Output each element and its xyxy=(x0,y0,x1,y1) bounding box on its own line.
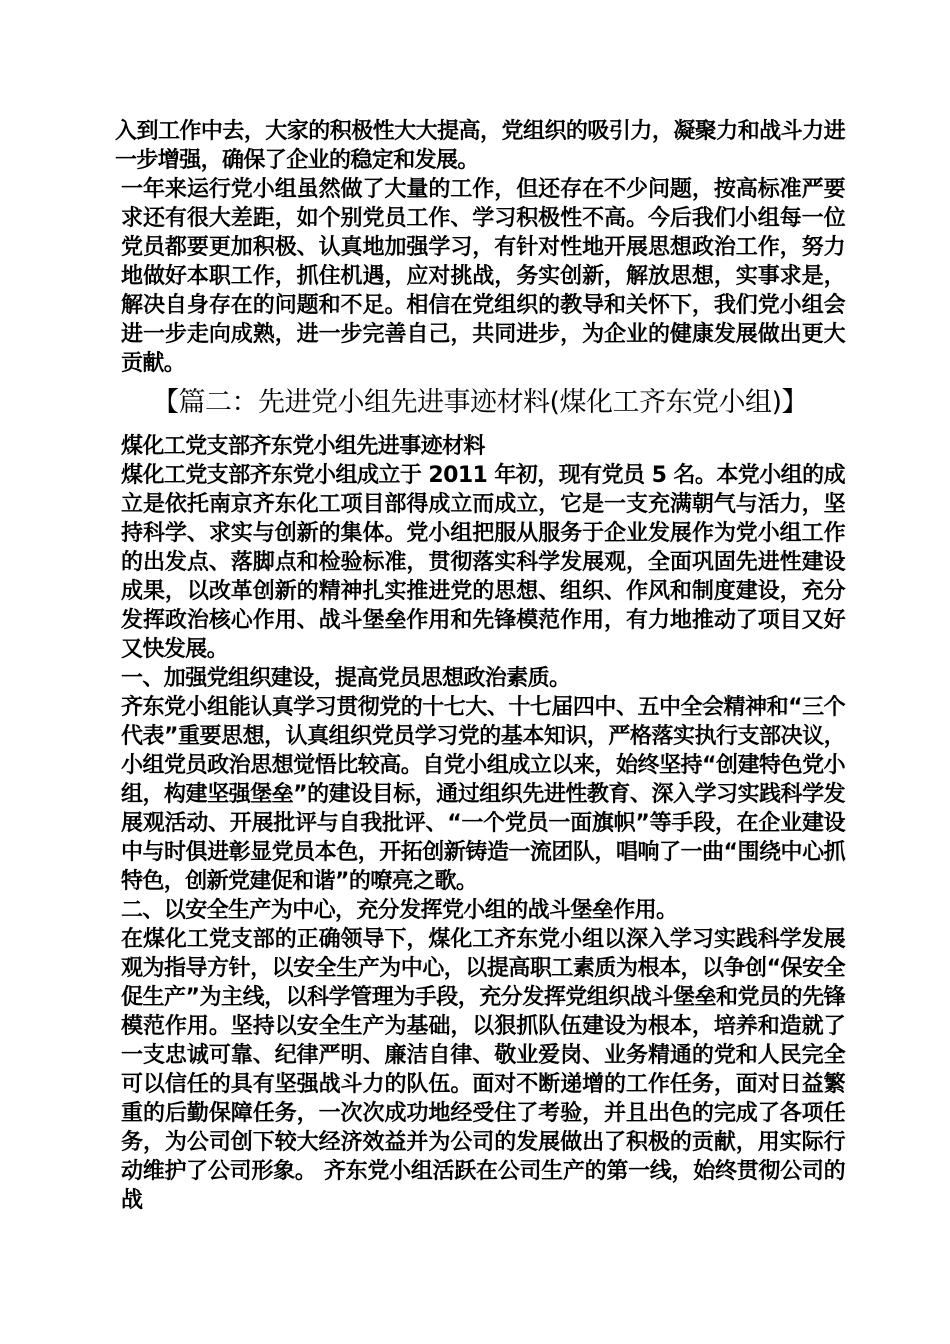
section-heading: 【篇二：先进党小组先进事迹材料(煤化工齐东党小组)】 xyxy=(151,387,809,418)
paragraph: 在煤化工党支部的正确领导下，煤化工齐东党小组以深入学习实践科学发展观为指导方针，以安全生产为中心，以提高职工素质为根本，以争创“保安全促生产”为主线，以科学管理为手段，充分发挥党组织战斗堡垒和党员的先锋模范作用。坚持以安全生产为基础，以狠抓队伍建设为根本，培养和造就了一支忠诚可靠、纪律严明、廉洁自律、敬业爱岗、业务精通的党和人民完全可以信任的具有坚强战斗力的队伍。面对不断递增的工作任务，面对日益繁重的后勤保障任务，一次次成功地经受住了考验，并且出色的完成了各项任务，为公司创下较大经济效益并为公司的发展做出了积极的贡献，用实际行动维护了公司形象。 齐东党小组活跃在公司生产的第一线，始终贯彻公司的战 xyxy=(121,927,845,1213)
paragraph: 一年来运行党小组虽然做了大量的工作，但还存在不少问题，按高标准严要求还有很大差距，如个别党员工作、学习积极性不高。今后我们小组每一位党员都要更加积极、认真地加强学习，有针对性地开展思想政治工作，努力地做好本职工作，抓住机遇，应对挑战，务实创新，解放思想，实事求是，解决自身存在的问题和不足。相信在党组织的教导和关怀下，我们党小组会进一步走向成熟，进一步完善自己，共同进步，为企业的健康发展做出更大贡献。 xyxy=(121,177,845,376)
paragraph: 入到工作中去，大家的积极性大大提高，党组织的吸引力，凝聚力和战斗力进一步增强，确保了企业的稳定和发展。 xyxy=(115,119,845,173)
subheading: 二、以安全生产为中心，充分发挥党小组的战斗堡垒作用。 xyxy=(121,898,678,923)
paragraph: 煤化工党支部齐东党小组成立于 2011 年初，现有党员 5 名。本党小组的成立是依托南京齐东化工项目部得成立而成立，它是一支充满朝气与活力，坚持科学、求实与创新的集体。党小组把服从服务于企业发展作为党小组工作的出发点、落脚点和检验标准，贯彻落实科学发展观，全面巩固先进性建设成果，以改革创新的精神扎实推进党的思想、组织、作风和制度建设，充分发挥政治核心作用、战斗堡垒作用和先锋模范作用，有力地推动了项目又好又快发展。 xyxy=(121,463,845,662)
subheading: 一、加强党组织建设，提高党员思想政治素质。 xyxy=(121,666,571,691)
document-page xyxy=(115,117,845,1215)
article-title: 煤化工党支部齐东党小组先进事迹材料 xyxy=(121,434,485,459)
paragraph: 齐东党小组能认真学习贯彻党的十七大、十七届四中、五中全会精神和“三个代表”重要思想，认真组织党员学习党的基本知识，严格落实执行支部决议，小组党员政治思想觉悟比较高。自党小组成立以来，始终坚持“创建特色党小组，构建坚强堡垒”的建设目标，通过组织先进性教育、深入学习实践科学发展观活动、开展批评与自我批评、“一个党员一面旗帜”等手段，在企业建设中与时俱进彰显党员本色，开拓创新铸造一流团队，唱响了一曲“围绕中心抓特色，创新党建促和谐”的嘹亮之歌。 xyxy=(121,695,845,894)
